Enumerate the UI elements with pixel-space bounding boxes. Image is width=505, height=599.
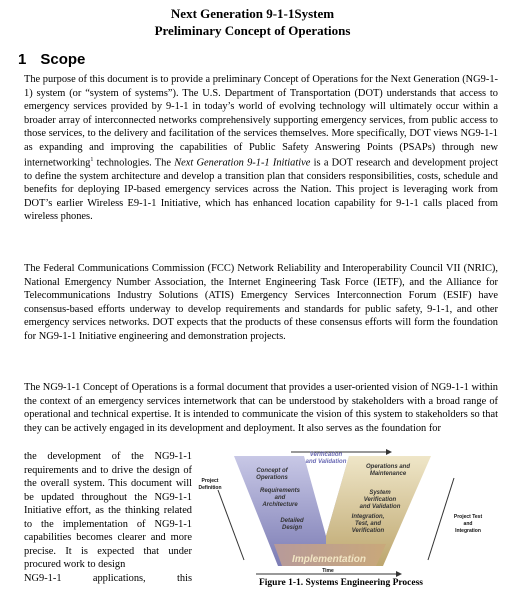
time-label: Time — [322, 568, 334, 574]
implementation-label: Implementation — [292, 554, 366, 565]
paragraph-2: The Federal Communications Commission (FCC) Network Reliability and Interoperability Council VII (NRIC), National Emergency Number Association, the Internet Engineering Task Force (IETF), and the Alliance for Telecommunications Industry Solutions (ATIS) Emergency Services Interconnection Forum (ESIF) have consensus-based efforts underway to develop requirements and standards for public safety, 9-1-1, and other emergency services networks. DOT expects that the products of these consensus efforts will form the foundation for NG9-1-1 Initiative engineering and demonstration projects. — [24, 263, 498, 342]
integration-test-label: Integration, Test, and Verification — [351, 514, 385, 534]
concept-of-operations-label: Concept of Operations — [256, 468, 288, 481]
project-test-arrow — [428, 478, 454, 560]
section-number: 1 — [18, 51, 27, 68]
time-axis-head — [396, 571, 402, 577]
document-title: Next Generation 9-1-1System — [170, 6, 335, 21]
initiative-name: Next Generation 9-1-1 Initiative — [174, 157, 311, 169]
paragraph-1-text-c: is a DOT research and development project to define the system architecture and develop a transition plan that considers responsibilities, costs, schedule and benefits for deploying IP-based emergency services across the Nation. This project is leveraging work from DOT’s earlier Wireless E9-1-1 Initiative, which has enhanced location capability for 9-1-1 calls placed from wireless phones. — [24, 157, 498, 223]
top-arrow-head — [386, 449, 392, 455]
v-diagram — [196, 448, 505, 588]
paragraph-3: The NG9-1-1 Concept of Operations is a formal document that provides a user-oriented vision of NG9-1-1 within the context of an emergency services internetwork that can be understood by stakeholders with a broad range of operational and technical expertise. It is intended to communicate the vision of this system to stakeholders so that they can be actively engaged in its development and deployment. It also serves as the foundation for — [24, 382, 498, 434]
paragraph-4 — [24, 450, 192, 585]
systems-engineering-figure — [196, 448, 505, 588]
detailed-design-label: Detailed Design — [280, 518, 304, 531]
paragraph-1 — [24, 73, 498, 224]
paragraph-4-text: the development of the NG9-1-1 requirements and to drive the design of the overall system. This document will be updated throughout the NG9-1-1 Initiative effort, as the thinking related to the implementation of NG9-1-1 capabilities becomes clearer and more precise. It is expected that under procured work to design — [24, 451, 192, 570]
document-subtitle: Preliminary Concept of Operations — [154, 23, 351, 38]
paragraph-1-text-a: The purpose of this document is to provide a preliminary Concept of Operations for the Next Generation (NG9-1-1) system (or “system of systems”). The U.S. Department of Transportation (DOT) understands that access to emergency services provided by 9-1-1 in today’s world of evolving technology will ultimately occur within a broader array of interconnected networks comprehensively supporting emergency services, from public access to those services, to the delivery and facilitation of the services themselves. More specifically, DOT views NG9-1-1 as expanding and improving the capabilities of Public Safety Answering Points (PSAPs) through new internetworking — [24, 74, 498, 169]
figure-caption: Figure 1-1. Systems Engineering Process — [258, 578, 424, 588]
operations-maintenance-label: Operations and Maintenance — [365, 464, 411, 477]
project-definition-arrow — [218, 490, 244, 560]
system-verification-label: System Verification and Validation — [359, 490, 401, 510]
footnote-marker[interactable]: 1 — [90, 157, 94, 163]
top-label: Verification and Validation — [305, 452, 347, 465]
paragraph-1-text-b: technologies. The — [93, 157, 175, 169]
section-heading — [18, 51, 85, 68]
requirements-label: Requirements and Architecture — [259, 488, 301, 508]
project-definition-label: Project Definition — [198, 478, 222, 491]
section-title: Scope — [40, 51, 86, 68]
project-test-label: Project Test and Integration — [453, 514, 483, 534]
paragraph-4-last-line: NG9-1-1 applications, this — [24, 572, 192, 584]
